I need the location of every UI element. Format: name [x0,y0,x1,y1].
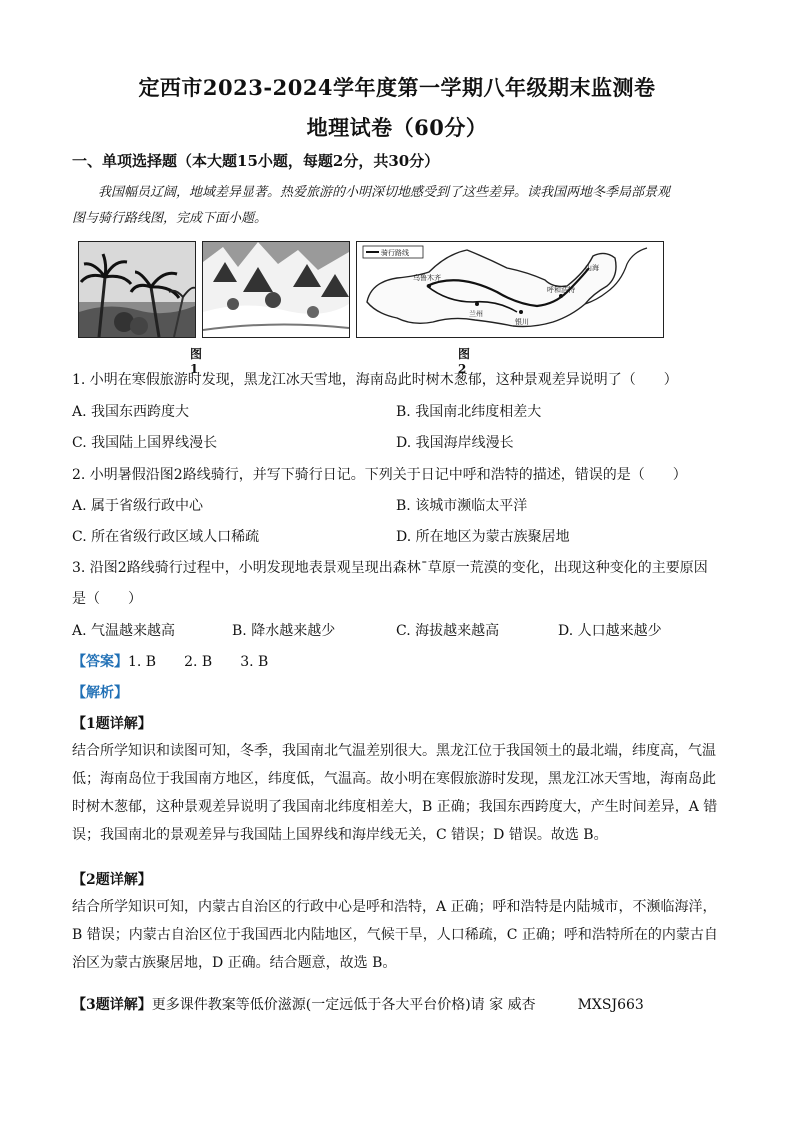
map-label-shanhai: 山海 [585,264,599,272]
exam-subtitle: 地理试卷（60分） [306,115,488,140]
analysis-label: 【解析】 [72,685,128,701]
map-label-lanzhou: 兰州 [469,310,483,318]
snow-scene-image [203,242,349,337]
q3-option-a: A. 气温越来越高 [72,623,176,639]
answer-row [72,651,268,671]
detail-3-row [72,994,644,1014]
map-label-urumqi: 乌鲁木齐 [413,274,441,282]
map-label-hohhot: 呼和浩特 [547,286,575,294]
detail-2-heading: 【2题详解】 [72,872,152,888]
fig1-caption: 图1 [190,347,203,376]
intro-line-2: 图与骑行路线图，完成下面小题。 [72,211,268,226]
detail-1-paragraph [72,737,724,849]
detail-1-line: 时树木葱郁，这种景观差异说明了我国南北纬度相差大，B 正确；我国东西跨度大，产生时间差异，A 错 [72,799,718,815]
q1-option-c: C. 我国陆上国界线漫长 [72,435,218,451]
palm-tree-image [79,242,195,337]
q1-option-a: A. 我国东西跨度大 [72,404,190,420]
fig1-photo-palm [78,241,196,338]
detail-1-line: 低；海南岛位于我国南方地区，纬度低，气温高。故小明在寒假旅游时发现，黑龙江冰天雪地，海南岛此 [72,771,716,787]
exam-title: 定西市2023-2024学年度第一学期八年级期末监测卷 [138,75,656,100]
question-3-stem-line-2: 是（ ） [72,591,142,607]
fig2-route-map [356,241,664,338]
detail-3-text: 更多课件教案等低价滋源(一定远低于各大平台价格)请 家 威杏 MXSJ663 [151,997,644,1013]
detail-1-line: 结合所学知识和读图可知，冬季，我国南北气温差别很大。黑龙江位于我国领土的最北端，纬度高，气温 [72,743,716,759]
q2-option-d: D. 所在地区为蒙古族聚居地 [396,529,570,545]
q1-option-d: D. 我国海岸线漫长 [396,435,514,451]
question-1-stem: 1. 小明在寒假旅游时发现，黑龙江冰天雪地，海南岛此时树木葱郁，这种景观差异说明了（ ） [72,372,678,388]
map-label-yinchuan: 银川 [515,318,529,326]
china-route-map [357,242,663,337]
fig2-caption: 图2 [458,347,471,376]
detail-2-line: 治区为蒙古族聚居地，D 正确。结合题意，故选 B。 [72,955,397,971]
fig1-photo-snow [202,241,350,338]
detail-1-heading: 【1题详解】 [72,716,152,732]
q3-option-b: B. 降水越来越少 [232,623,336,639]
q3-option-c: C. 海拔越来越高 [396,623,500,639]
detail-1-line: 误；我国南北的景观差异与我国陆上国界线和海岸线无关，C 错误；D 错误。故选 B。 [72,827,608,843]
map-legend-label: 骑行路线 [381,249,409,257]
q1-option-b: B. 我国南北纬度相差大 [396,404,542,420]
detail-2-paragraph [72,893,724,977]
detail-2-line: 结合所学知识可知，内蒙古自治区的行政中心是呼和浩特，A 正确；呼和浩特是内陆城市，不濒临海洋， [72,899,717,915]
question-3-stem-line-1: 3. 沿图2路线骑行过程中，小明发现地表景观呈现出森林¯草原一荒漠的变化，出现这种变化的主要原因 [72,560,708,576]
q3-option-d: D. 人口越来越少 [558,623,662,639]
question-2-stem: 2. 小明暑假沿图2路线骑行，并写下骑行日记。下列关于日记中呼和浩特的描述，错误的是（ ） [72,467,687,483]
q2-option-b: B. 该城市濒临太平洋 [396,498,528,514]
detail-3-heading: 【3题详解】 [72,997,152,1013]
intro-line-1: 我国幅员辽阔，地域差异显著。热爱旅游的小明深切地感受到了这些差异。读我国两地冬季局部景观 [98,185,671,200]
answer-label: 【答案】 [72,654,128,670]
q2-option-c: C. 所在省级行政区域人口稀疏 [72,529,260,545]
answer-values: 1. B 2. B 3. B [128,654,269,670]
detail-2-line: B 错误；内蒙古自治区位于我国西北内陆地区，气候干旱，人口稀疏，C 正确；呼和浩特所在的内蒙古自 [72,927,718,943]
q2-option-a: A. 属于省级行政中心 [72,498,204,514]
section-heading: 一、单项选择题（本大题15小题，每题2分，共30分） [72,152,440,170]
intro-paragraph [72,180,724,232]
